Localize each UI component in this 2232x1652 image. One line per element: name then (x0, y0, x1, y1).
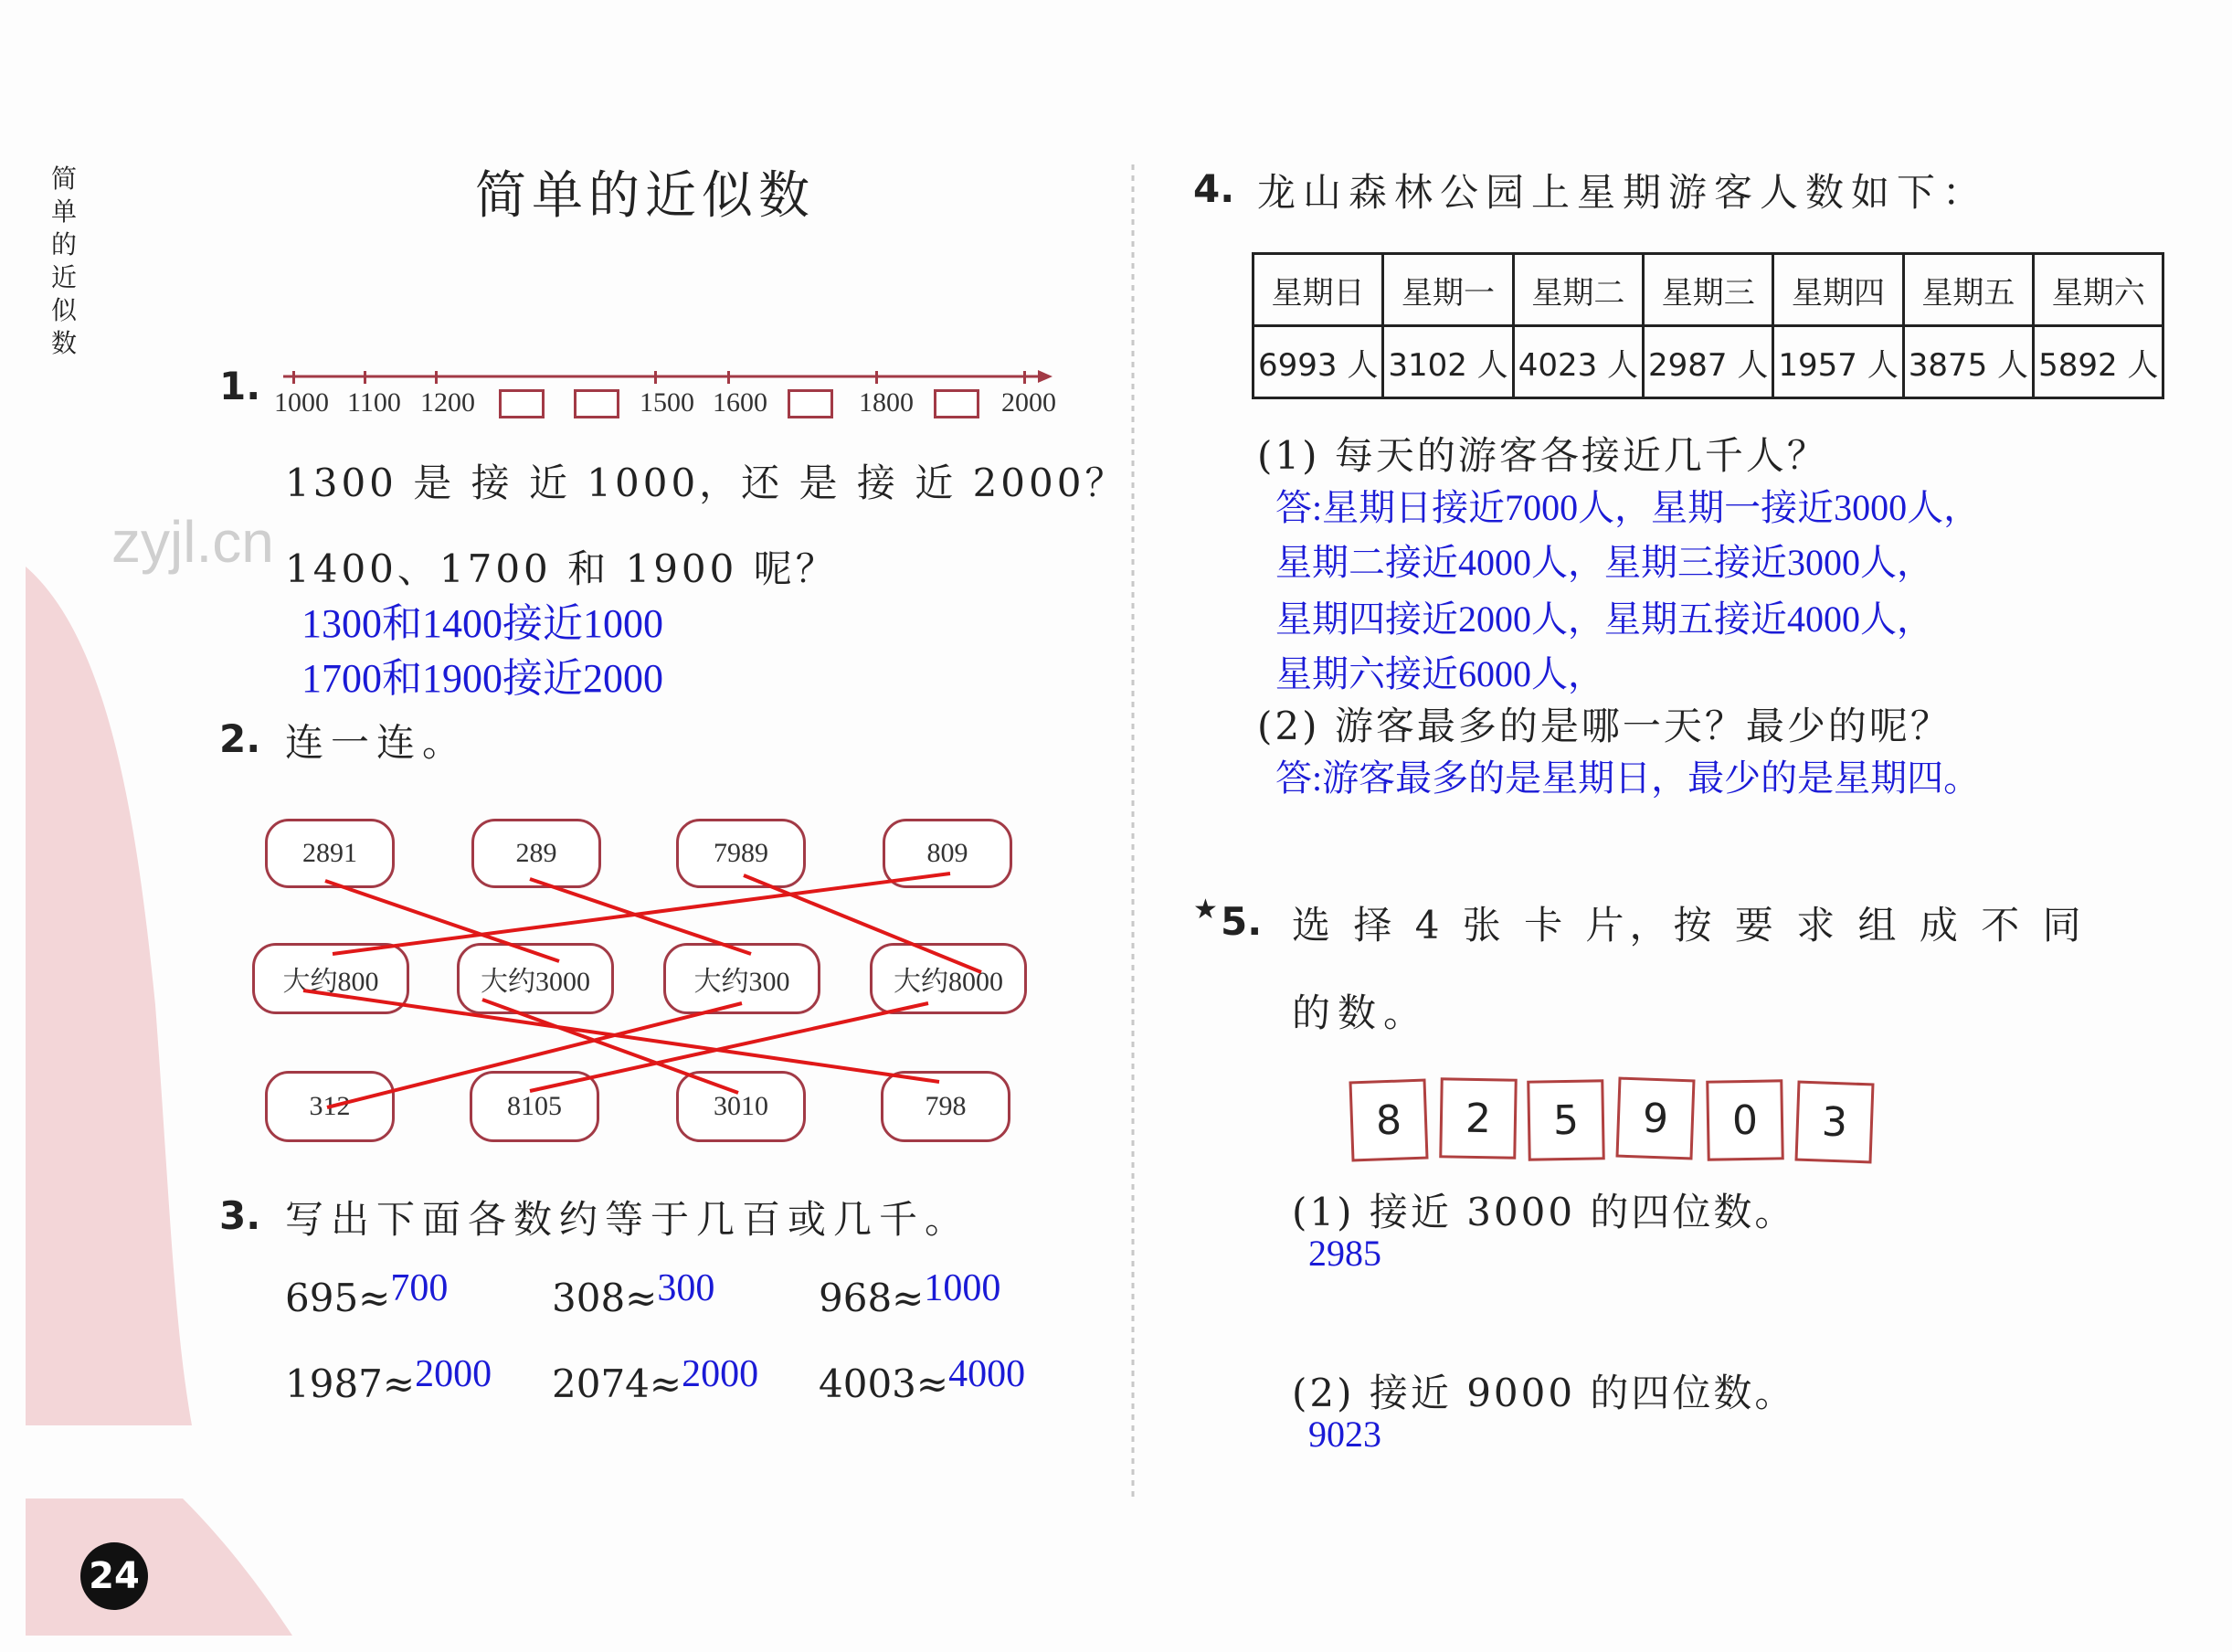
q3-item (285, 1267, 449, 1321)
q3-expr: 308≈ (552, 1276, 658, 1320)
number-card[interactable]: 0 (1706, 1079, 1784, 1160)
q1-line2: 1400、1700 和 1900 呢？ (285, 546, 838, 591)
watermark: zyjl.cn (111, 509, 274, 575)
q3-answer: 300 (657, 1267, 715, 1309)
number-card[interactable]: 5 (1527, 1079, 1605, 1160)
q3-text: 写出下面各数约等于几百或几千。 (285, 1197, 971, 1242)
number-line-label: 1600 (713, 387, 767, 418)
q4-number: 4. (1193, 166, 1235, 211)
match-line (303, 990, 939, 1082)
q1-answer1: 1300和1400接近1000 (301, 601, 663, 646)
table-cell: 3875 人 (1903, 326, 2033, 398)
q4-answer1-line: 星期二接近4000人，星期三接近3000人， (1275, 542, 1933, 583)
mid-box-1[interactable]: 大约800 (252, 943, 409, 1014)
q4-sub2: (2) 游客最多的是哪一天？最少的呢？ (1257, 704, 1952, 748)
q3-answer: 2000 (415, 1353, 492, 1395)
top-box-2[interactable]: 289 (471, 819, 601, 888)
table-header-cell: 星期五 (1903, 254, 2033, 326)
star-icon: ★ (1193, 894, 1218, 926)
q5-answer2: 9023 (1308, 1414, 1381, 1455)
number-line-label: 1800 (859, 387, 914, 418)
page-number: 24 (89, 1555, 140, 1597)
q2-text: 连一连。 (285, 720, 469, 765)
table-cell: 3102 人 (1383, 326, 1513, 398)
bottom-box-3[interactable]: 3010 (676, 1071, 806, 1142)
table-header-cell: 星期六 (2034, 254, 2163, 326)
q5-line2: 的数。 (1292, 990, 1430, 1035)
page-title: 简单的近似数 (475, 166, 815, 226)
top-box-3[interactable]: 7989 (676, 819, 806, 888)
q3-item (819, 1267, 1001, 1321)
match-line (530, 1003, 928, 1091)
table-header-cell: 星期日 (1254, 254, 1383, 326)
q3-answer: 1000 (924, 1267, 1001, 1309)
page-number-badge (80, 1542, 148, 1610)
q2-number: 2. (219, 716, 261, 761)
match-line (530, 879, 751, 954)
q3-item (552, 1353, 759, 1407)
table-header-cell: 星期一 (1383, 254, 1513, 326)
q5-answer1: 2985 (1308, 1233, 1381, 1274)
number-line-label: 1500 (640, 387, 694, 418)
q3-expr: 4003≈ (819, 1361, 949, 1406)
number-card[interactable]: 3 (1794, 1081, 1874, 1164)
visitors-table (1252, 252, 2164, 399)
number-line-label: 1000 (274, 387, 329, 418)
q1-answer2: 1700和1900接近2000 (301, 656, 663, 701)
table-header-cell: 星期三 (1644, 254, 1773, 326)
q4-sub1: (1) 每天的游客各接近几千人？ (1257, 433, 1828, 478)
q3-answer: 4000 (948, 1353, 1026, 1395)
q5-line1: 选 择 4 张 卡 片，按 要 求 组 成 不 同 (1292, 903, 2087, 948)
q4-answer2: 答:游客最多的是星期日，最少的是星期四。 (1275, 757, 1981, 799)
q3-number: 3. (219, 1193, 261, 1238)
table-cell: 5892 人 (2034, 326, 2163, 398)
q4-answer1-line: 星期四接近2000人，星期五接近4000人， (1275, 598, 1933, 640)
q3-answer: 2000 (682, 1353, 759, 1395)
number-card[interactable]: 8 (1349, 1079, 1428, 1162)
number-line-label: 1200 (420, 387, 475, 418)
mid-box-3[interactable]: 大约300 (663, 943, 820, 1014)
bottom-box-4[interactable]: 798 (881, 1071, 1010, 1142)
q4-text: 龙山森林公园上星期游客人数如下： (1257, 170, 1989, 215)
q3-item (285, 1353, 492, 1407)
table-cell: 2987 人 (1644, 326, 1773, 398)
top-box-1[interactable]: 2891 (265, 819, 395, 888)
q3-item (552, 1267, 715, 1321)
q1-number: 1. (219, 364, 261, 408)
top-box-4[interactable]: 809 (883, 819, 1012, 888)
number-card[interactable]: 9 (1615, 1077, 1695, 1160)
bottom-box-2[interactable]: 8105 (470, 1071, 599, 1142)
q5-number: 5. (1221, 899, 1263, 944)
q4-answer1-line: 星期六接近6000人， (1275, 653, 1604, 694)
q1-line1: 1300 是 接 近 1000，还 是 接 近 2000？ (285, 461, 1127, 505)
q3-item (819, 1353, 1026, 1407)
number-card[interactable]: 2 (1439, 1077, 1518, 1159)
q3-expr: 695≈ (285, 1276, 391, 1320)
number-line-label: 1100 (347, 387, 401, 418)
q5-sub1: (1) 接近 3000 的四位数。 (1292, 1190, 1796, 1234)
table-row (1254, 326, 2163, 398)
number-line-label: 2000 (1001, 387, 1056, 418)
q3-expr: 2074≈ (552, 1361, 682, 1406)
side-label: 简单的近似数 (51, 164, 78, 358)
table-header-row (1254, 254, 2163, 326)
table-header-cell: 星期二 (1513, 254, 1643, 326)
table-cell: 4023 人 (1513, 326, 1643, 398)
table-header-cell: 星期四 (1773, 254, 1903, 326)
q3-answer: 700 (390, 1267, 449, 1309)
q5-sub2: (2) 接近 9000 的四位数。 (1292, 1371, 1796, 1415)
match-line (744, 875, 981, 972)
mid-box-4[interactable]: 大约8000 (870, 943, 1027, 1014)
table-cell: 6993 人 (1254, 326, 1383, 398)
q4-answer1-line: 答:星期日接近7000人，星期一接近3000人， (1275, 487, 1981, 528)
bottom-box-1[interactable]: 312 (265, 1071, 395, 1142)
mid-box-2[interactable]: 大约3000 (457, 943, 614, 1014)
q3-expr: 968≈ (819, 1276, 925, 1320)
q3-expr: 1987≈ (285, 1361, 416, 1406)
table-cell: 1957 人 (1773, 326, 1903, 398)
